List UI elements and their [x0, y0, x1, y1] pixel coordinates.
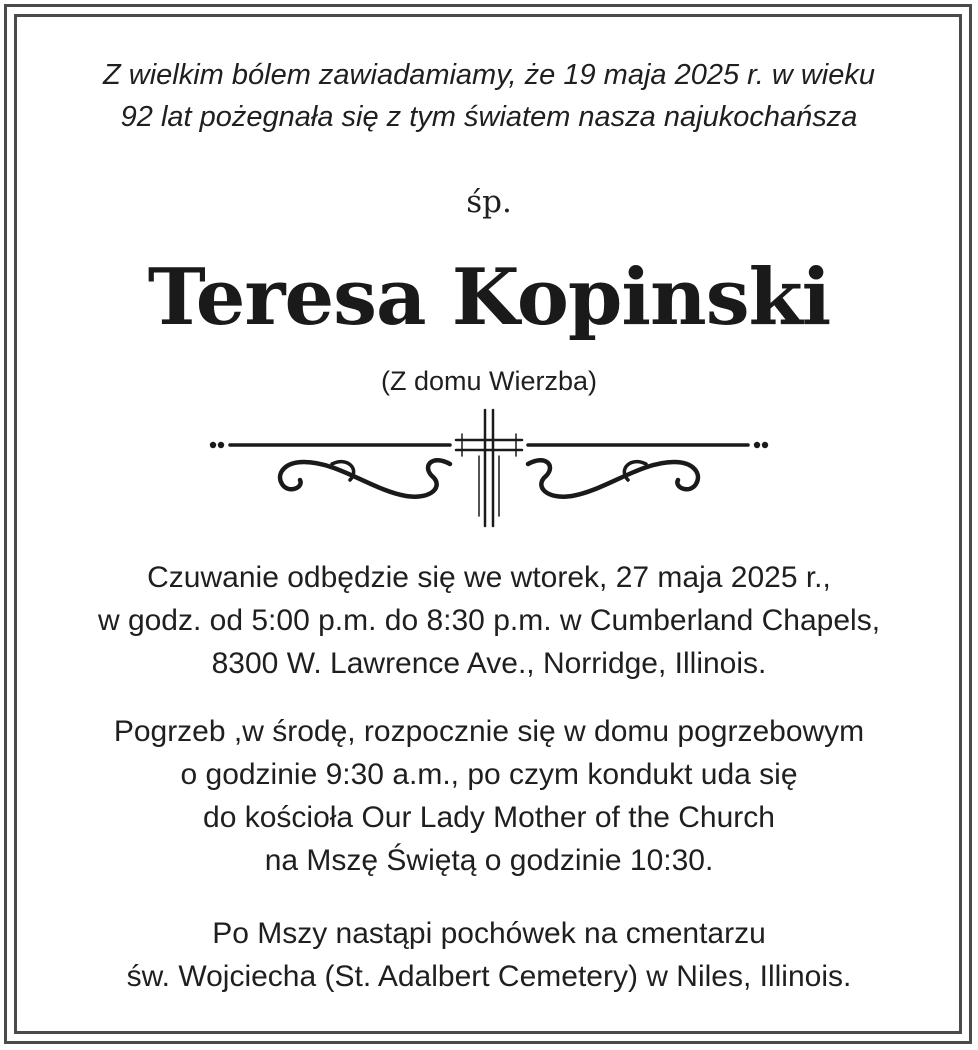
wake-line-1: Czuwanie odbędzie się we wtorek, 27 maja 2025 r., [147, 561, 831, 594]
funeral-line-4: na Mszę Świętą o godzinie 10:30. [264, 844, 714, 877]
cross-with-scrolls-icon [200, 404, 778, 530]
deceased-name: Teresa Kopinski [147, 252, 831, 343]
intro-text [40, 54, 938, 138]
intro-line-1: Z wielkim bólem zawiadamiamy, że 19 maja 2025 r. w wieku [103, 59, 875, 91]
funeral-line-2: o godzinie 9:30 a.m., po czym kondukt uda się [180, 758, 798, 791]
burial-line-1: Po Mszy nastąpi pochówek na cmentarzu [212, 917, 766, 950]
intro-line-2: 92 lat pożegnała się z tym światem nasza najukochańsza [120, 101, 858, 133]
wake-line-3: 8300 W. Lawrence Ave., Norridge, Illinois. [211, 647, 767, 680]
name-prefix: śp. [466, 184, 512, 220]
burial-line-2: św. Wojciecha (St. Adalbert Cemetery) w Niles, Illinois. [126, 960, 852, 993]
funeral-line-1: Pogrzeb ,w środę, rozpocznie się w domu pogrzebowym [113, 715, 865, 748]
maiden-name: (Z domu Wierzba) [380, 366, 598, 396]
burial-details [20, 912, 958, 998]
funeral-details [20, 710, 958, 882]
wake-line-2: w godz. od 5:00 p.m. do 8:30 p.m. w Cumberland Chapels, [97, 604, 881, 637]
funeral-line-3: do kościoła Our Lady Mother of the Church [203, 801, 775, 834]
wake-details [20, 556, 958, 685]
